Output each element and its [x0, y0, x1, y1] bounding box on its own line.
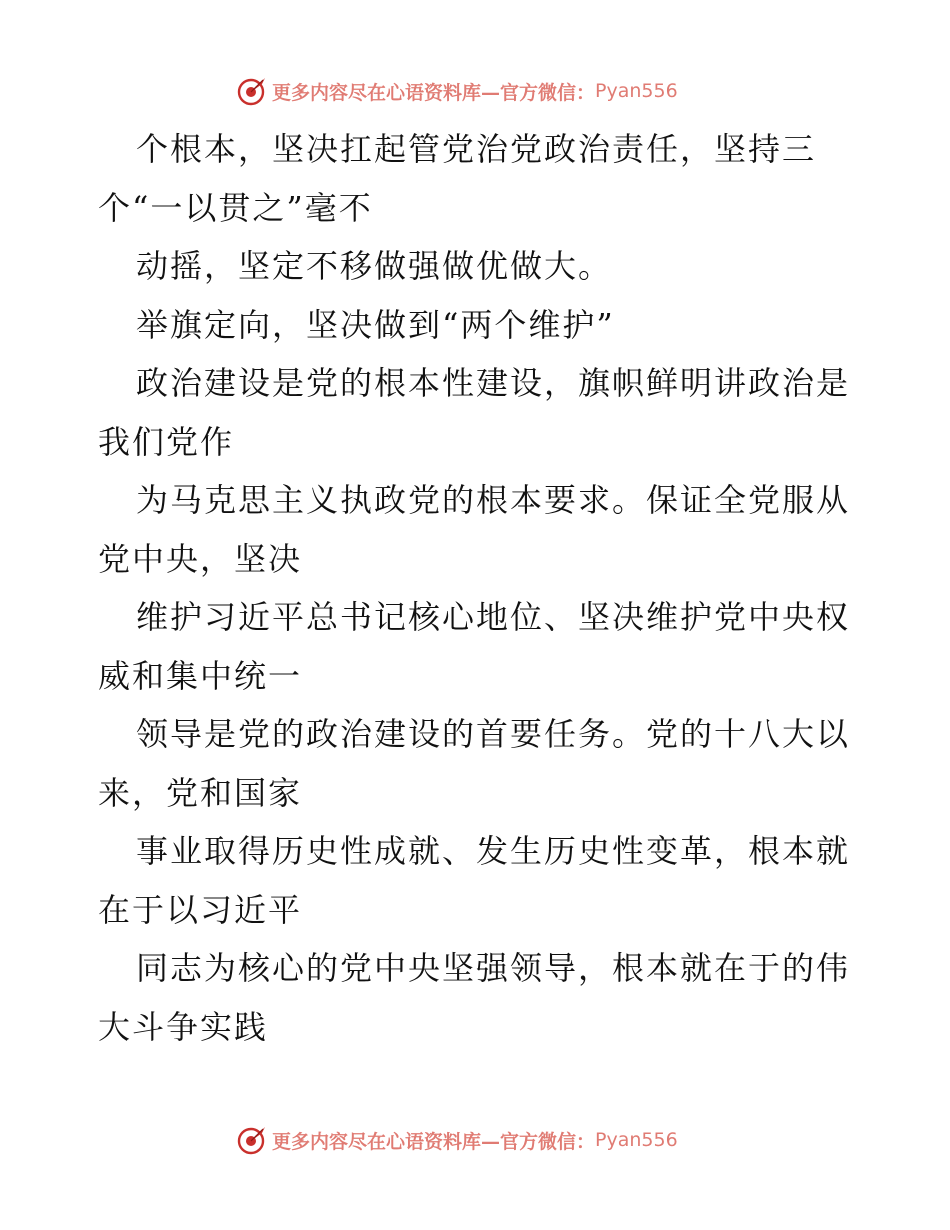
body-line: 动摇，坚定不移做强做优做大。 [136, 247, 613, 285]
body-line: 政治建设是党的根本性建设，旗帜鲜明讲政治是我们党作 [98, 364, 851, 461]
watermark-wechat-id: Pyan556 [595, 80, 678, 102]
quill-pen-circle-icon [236, 75, 268, 107]
document-body [98, 120, 858, 1056]
watermark-text: 更多内容尽在心语资料库—官方微信： [272, 1130, 596, 1153]
header-watermark [236, 73, 678, 109]
body-line: 举旗定向，坚决做到“两个维护” [136, 305, 615, 344]
footer-watermark [236, 1122, 678, 1158]
watermark-wechat-id: Pyan556 [595, 1129, 678, 1151]
body-line: 事业取得历史性成就、发生历史性变革，根本就在于以习近平 [98, 832, 851, 929]
body-line: 维护习近平总书记核心地位、坚决维护党中央权威和集中统一 [98, 598, 851, 695]
body-line: 同志为核心的党中央坚强领导，根本就在于的伟大斗争实践 [98, 949, 851, 1046]
body-line: 个根本，坚决扛起管党治党政治责任，坚持三个“一以贯之”毫不 [98, 130, 817, 227]
watermark-text: 更多内容尽在心语资料库—官方微信： [272, 81, 596, 104]
body-line: 领导是党的政治建设的首要任务。党的十八大以来，党和国家 [98, 715, 851, 812]
quill-pen-circle-icon [236, 1124, 268, 1156]
body-line: 为马克思主义执政党的根本要求。保证全党服从党中央，坚决 [98, 481, 851, 578]
